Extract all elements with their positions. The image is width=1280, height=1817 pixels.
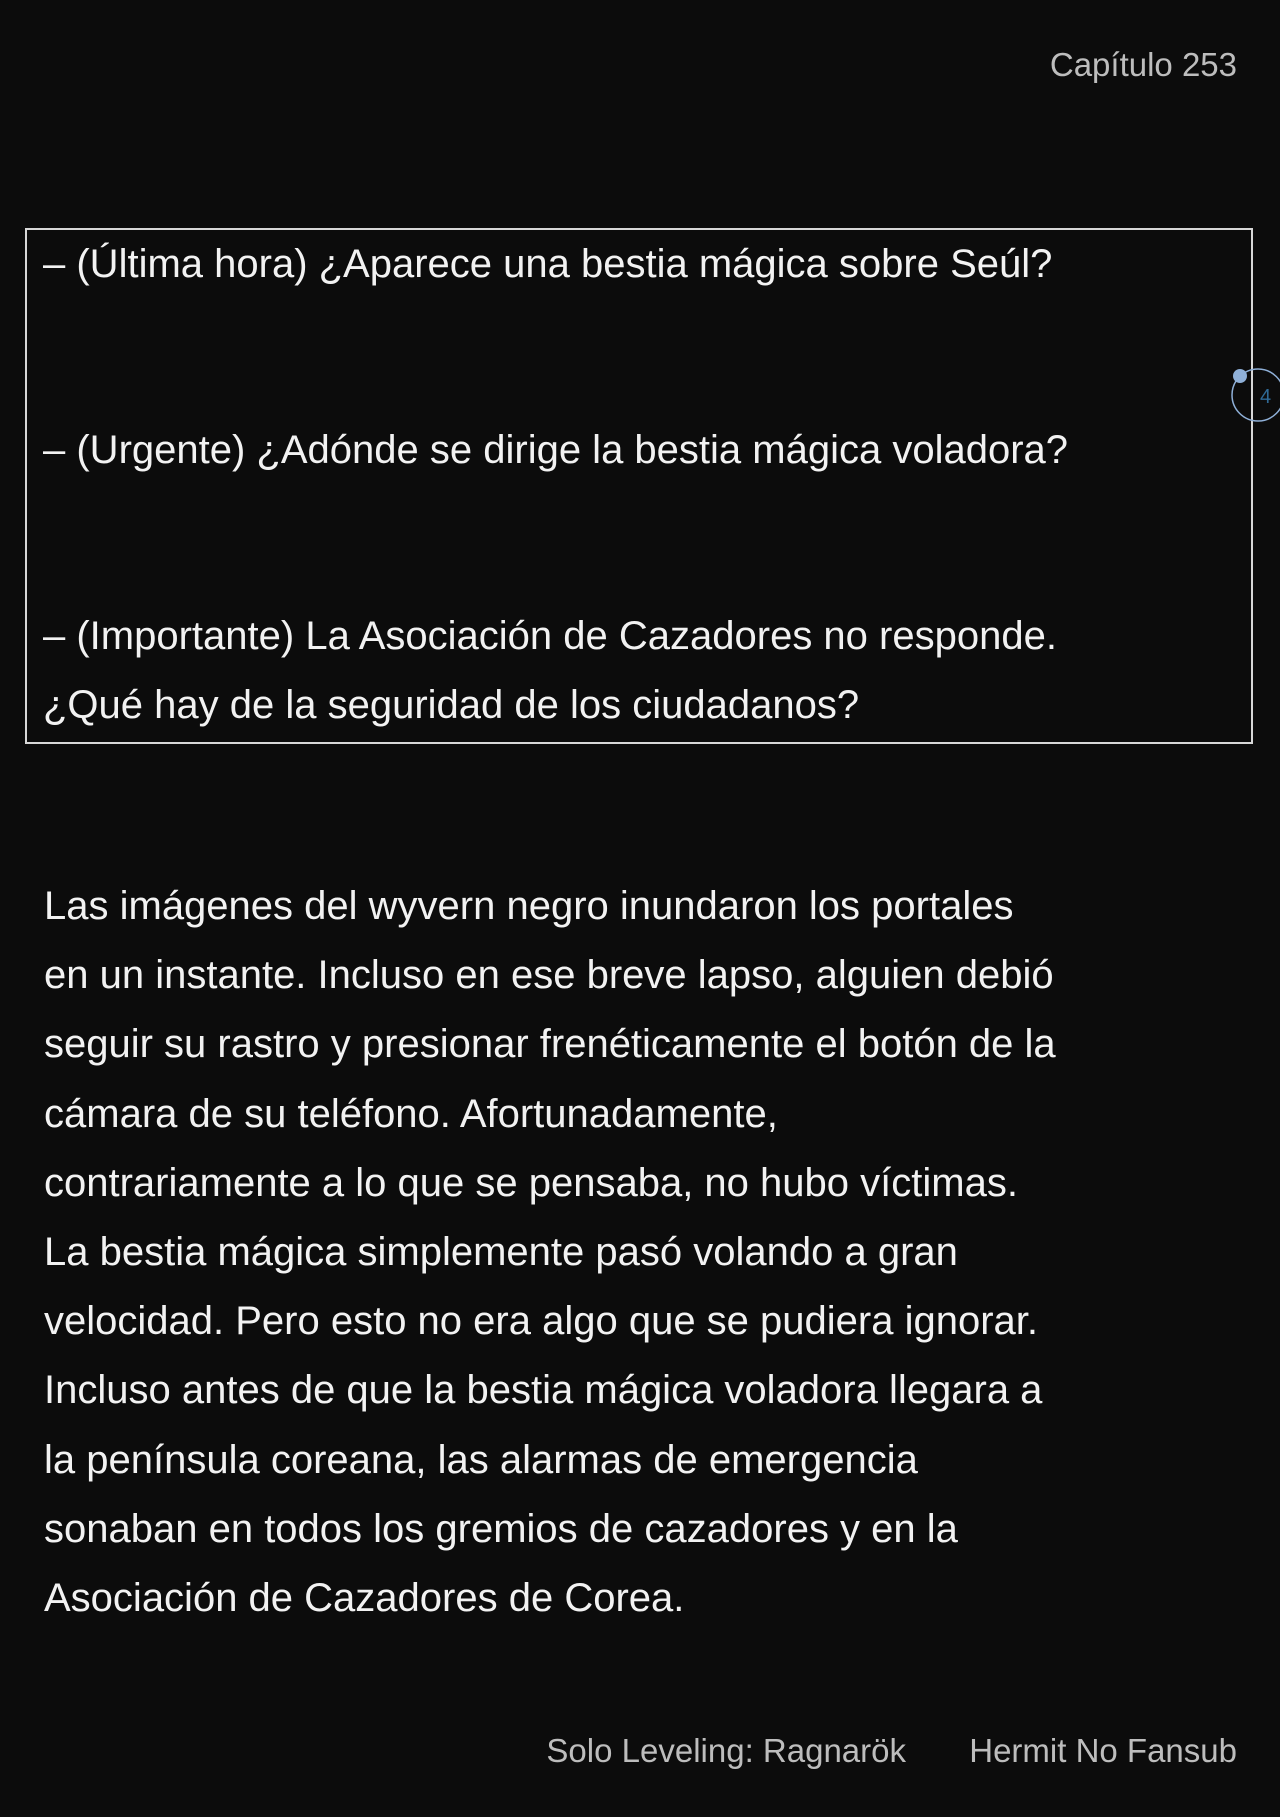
chapter-label: Capítulo 253 [1049,46,1237,83]
paragraph-line: seguir su rastro y presionar frenéticamente el botón de la [44,1022,1056,1067]
paragraph-line: la península coreana, las alarmas de emergencia [44,1437,918,1482]
headline: – (Importante) La Asociación de Cazadores no responde. [43,614,1057,658]
headline: – (Última hora) ¿Aparece una bestia mágica sobre Seúl? [43,242,1053,286]
paragraph-line: Asociación de Cazadores de Corea. [44,1576,685,1621]
paragraph-line: en un instante. Incluso en ese breve lapso, alguien debió [44,953,1054,998]
paragraph-line: Incluso antes de que la bestia mágica voladora llegara a [44,1368,1043,1413]
annotation-marker-icon[interactable] [1230,367,1280,423]
headline: – (Urgente) ¿Adónde se dirige la bestia mágica voladora? [43,428,1069,472]
marker-label: 4 [1260,386,1272,408]
paragraph-line: La bestia mágica simplemente pasó volando a gran [44,1230,958,1275]
footer-group: Hermit No Fansub [969,1732,1237,1769]
paragraph-line: Las imágenes del wyvern negro inundaron los portales [44,884,1014,928]
news-headlines-box [25,228,1253,744]
body-paragraph [44,872,1056,1633]
footer-book-title: Solo Leveling: Ragnarök [546,1732,906,1769]
headline: ¿Qué hay de la seguridad de los ciudadanos? [43,683,860,727]
paragraph-line: sonaban en todos los gremios de cazadores y en la [44,1506,958,1551]
paragraph-line: cámara de su teléfono. Afortunadamente, [44,1091,778,1136]
paragraph-line: velocidad. Pero esto no era algo que se pudiera ignorar. [44,1299,1039,1344]
paragraph-line: contrariamente a lo que se pensaba, no hubo víctimas. [44,1160,1018,1205]
